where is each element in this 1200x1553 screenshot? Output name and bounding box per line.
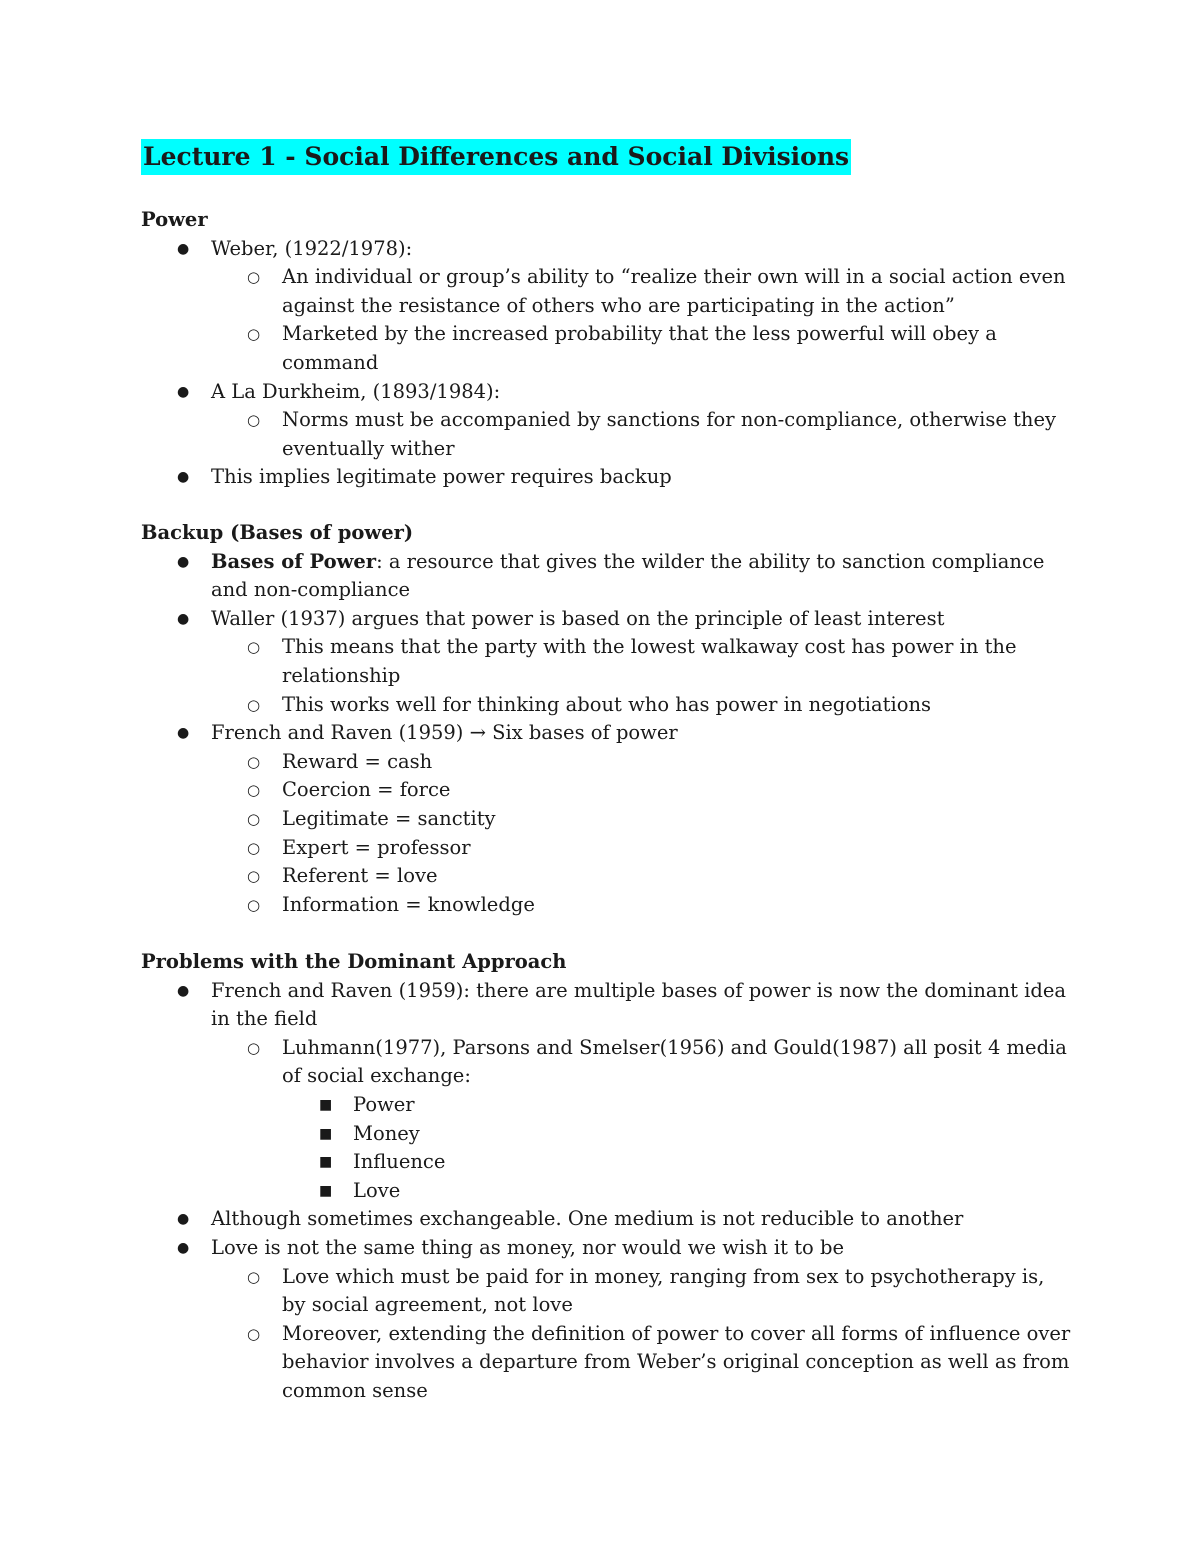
circle-marker: ○ (247, 411, 261, 430)
circle-marker: ○ (247, 867, 261, 886)
list-item-text: This implies legitimate power requires backup (211, 465, 672, 489)
sub-list (211, 1263, 1071, 1406)
list-item (141, 1234, 1071, 1406)
sub-list-item (211, 805, 1071, 834)
sub-list-item (211, 834, 1071, 863)
sub-list-item (211, 691, 1071, 720)
list-item (141, 378, 1071, 464)
sub-list-item (211, 1320, 1071, 1406)
sub-list-item-text: Legitimate = sanctity (282, 806, 496, 830)
sub-sub-list-item (282, 1091, 1071, 1120)
sub-list-item (211, 406, 1071, 463)
list-item (141, 977, 1071, 1206)
bullet-marker: ● (177, 553, 190, 570)
bullet-list (141, 548, 1071, 920)
square-marker: ■ (319, 1125, 333, 1142)
circle-marker: ○ (247, 1324, 261, 1343)
sub-list-item (211, 633, 1071, 690)
list-item (141, 605, 1071, 719)
sub-list-item (211, 776, 1071, 805)
sub-sub-list-item (282, 1120, 1071, 1149)
sub-list-item-text: Information = knowledge (282, 892, 535, 916)
bullet-marker: ● (177, 725, 190, 742)
bullet-list (141, 977, 1071, 1406)
list-item-text: A La Durkheim, (1893/1984): (211, 379, 501, 403)
circle-marker: ○ (247, 325, 261, 344)
sub-list-item-text: This works well for thinking about who has power in negotiations (282, 692, 932, 716)
circle-marker: ○ (247, 638, 261, 657)
bullet-marker: ● (177, 610, 190, 627)
sub-list-item-text: Coercion = force (282, 778, 451, 802)
list-item-text: Waller (1937) argues that power is based on the principle of least interest (211, 606, 945, 630)
list-item-text: Although sometimes exchangeable. One medium is not reducible to another (211, 1207, 964, 1231)
sub-list-item (211, 1263, 1071, 1320)
sub-list-item-text: Referent = love (282, 864, 438, 888)
media-item: Influence (353, 1150, 446, 1174)
term-bases-of-power: Bases of Power (211, 549, 377, 573)
section-heading-power: Power (141, 208, 208, 231)
circle-marker: ○ (247, 752, 261, 771)
circle-marker: ○ (247, 1038, 261, 1057)
sub-list-item-text: An individual or group’s ability to “realize their own will in a social action even against the resistance of others who are participating in the action” (282, 265, 1066, 317)
bullet-marker: ● (177, 469, 190, 486)
sub-list-item (211, 263, 1071, 320)
section-heading-backup: Backup (Bases of power) (141, 521, 414, 544)
bullet-list (141, 235, 1071, 492)
list-item-text: Love is not the same thing as money, nor would we wish it to be (211, 1235, 844, 1259)
list-item (141, 548, 1071, 605)
section-heading-problems: Problems with the Dominant Approach (141, 950, 567, 973)
sub-list-item-text: Luhmann(1977), Parsons and Smelser(1956) and Gould(1987) all posit 4 media of social exchange: (282, 1035, 1067, 1088)
sub-list-item (211, 748, 1071, 777)
circle-marker: ○ (247, 895, 261, 914)
sub-list-item (211, 1034, 1071, 1206)
bullet-marker: ● (177, 1239, 190, 1256)
section-backup (141, 519, 1071, 919)
list-item-text: French and Raven (1959): there are multiple bases of power is now the dominant idea in the field (211, 978, 1067, 1031)
sub-list-item-text: This means that the party with the lowest walkaway cost has power in the relationship (282, 635, 1017, 687)
sub-list (211, 1034, 1071, 1206)
sub-list (211, 633, 1071, 719)
square-marker: ■ (319, 1182, 333, 1199)
list-item (141, 463, 1071, 492)
sub-sub-list (282, 1091, 1071, 1205)
section-problems (141, 948, 1071, 1406)
sub-list-item (211, 320, 1071, 377)
sub-list (211, 748, 1071, 920)
sub-sub-list-item (282, 1148, 1071, 1177)
bullet-marker: ● (177, 982, 190, 999)
sub-list-item-text: Norms must be accompanied by sanctions for non-compliance, otherwise they eventually wither (282, 408, 1057, 460)
media-item: Money (353, 1121, 420, 1145)
sub-list-item-text: Love which must be paid for in money, ranging from sex to psychotherapy is, by social agreement, not love (282, 1264, 1045, 1317)
square-marker: ■ (319, 1154, 333, 1171)
section-power (141, 206, 1071, 492)
circle-marker: ○ (247, 695, 261, 714)
circle-marker: ○ (247, 781, 261, 800)
circle-marker: ○ (247, 268, 261, 287)
sub-list-item (211, 862, 1071, 891)
bullet-marker: ● (177, 240, 190, 257)
circle-marker: ○ (247, 838, 261, 857)
sub-list (211, 263, 1071, 377)
sub-list-item (211, 891, 1071, 920)
bullet-marker: ● (177, 383, 190, 400)
list-item (141, 1205, 1071, 1234)
sub-list (211, 406, 1071, 463)
bullet-marker: ● (177, 1211, 190, 1228)
square-marker: ■ (319, 1096, 333, 1113)
sub-sub-list-item (282, 1177, 1071, 1206)
media-item: Love (353, 1178, 401, 1202)
circle-marker: ○ (247, 1267, 261, 1286)
list-item-text: Weber, (1922/1978): (211, 236, 413, 260)
sub-list-item-text: Expert = professor (282, 835, 471, 859)
page-title: Lecture 1 - Social Differences and Social Divisions (141, 139, 851, 175)
list-item (141, 235, 1071, 378)
sub-list-item-text: Marketed by the increased probability that the less powerful will obey a command (282, 322, 997, 374)
term-definition: : a resource that gives the wilder the ability to sanction compliance and non-compliance (211, 549, 1045, 602)
circle-marker: ○ (247, 809, 261, 828)
media-item: Power (353, 1092, 415, 1116)
sub-list-item-text: Reward = cash (282, 749, 433, 773)
list-item-text: French and Raven (1959) → Six bases of power (211, 721, 678, 745)
sub-list-item-text: Moreover, extending the definition of power to cover all forms of influence over behavior involves a departure from Weber’s original conception as well as from common sense (282, 1321, 1071, 1402)
list-item (141, 719, 1071, 919)
